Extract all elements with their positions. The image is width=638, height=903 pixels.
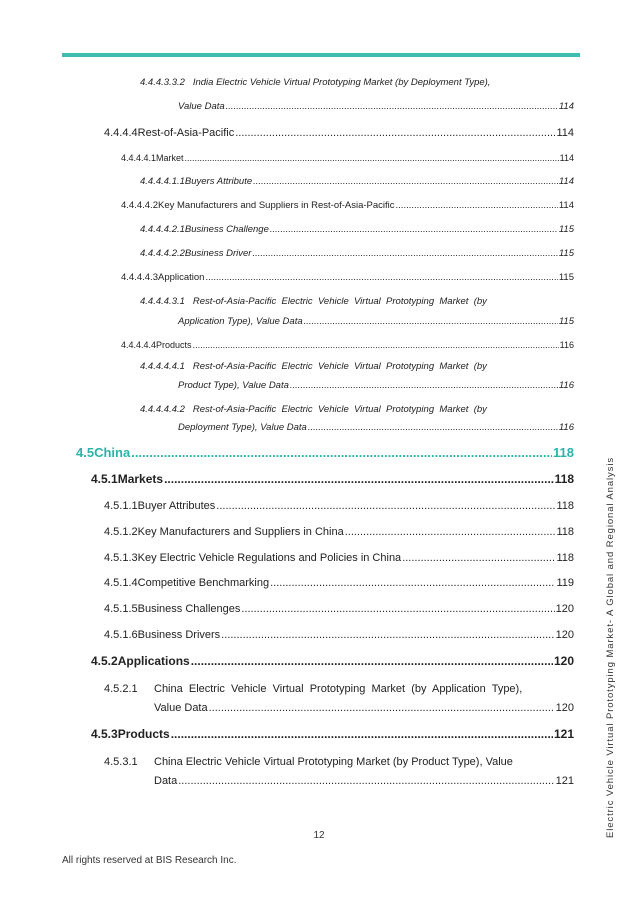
toc-entry-number: 4.4.4.4: [104, 127, 138, 139]
toc-entry-title: Deployment Type), Value Data: [178, 422, 307, 433]
toc-page-number: 114: [559, 153, 574, 163]
toc-page-number: 118: [554, 472, 574, 486]
toc-entry-subsection[interactable]: [91, 727, 574, 742]
page-number: 12: [313, 830, 325, 841]
leader-dots: [304, 315, 558, 329]
toc-entry-title: Product Type), Value Data: [178, 380, 289, 391]
toc-entry-number: 4.5.1.1: [104, 500, 138, 512]
toc-entry[interactable]: [178, 421, 574, 435]
toc-page-number: 114: [558, 176, 574, 187]
toc-entry-title: Buyers Attribute: [184, 176, 253, 187]
toc-page-number: 120: [555, 603, 574, 615]
toc-entry-number: 4.4.4.4.2: [121, 200, 158, 211]
toc-entry[interactable]: [178, 379, 574, 393]
toc-entry-title: Market: [156, 153, 184, 163]
toc-entry-title: Markets: [117, 472, 164, 486]
leader-dots: [221, 628, 554, 642]
toc-entry-number: 4.4.4.4.3: [121, 272, 158, 283]
toc-entry-number: 4.5.1.4: [104, 577, 138, 589]
toc-entry[interactable]: [121, 151, 574, 165]
toc-entry-number: 4.4.4.4.1: [121, 153, 157, 163]
toc-page-number: 116: [558, 422, 574, 433]
leader-dots: [178, 774, 554, 788]
toc-page-number: 121: [553, 727, 574, 741]
toc-page-number: 118: [556, 526, 574, 538]
toc-entry-title: Competitive Benchmarking: [137, 577, 270, 589]
toc-page-number: 115: [558, 224, 574, 235]
toc-entry-subsection[interactable]: [91, 472, 574, 487]
toc-entry-title: [104, 755, 513, 769]
toc-entry-title: Products: [156, 340, 192, 350]
toc-entry-number: 4.5.3.1: [104, 756, 138, 768]
toc-entry-title: [140, 403, 487, 417]
toc-entry-title-text: Rest-of-Asia-Pacific Electric Vehicle Virtual Prototyping Market (by: [192, 361, 487, 372]
toc-entry[interactable]: [140, 223, 574, 237]
toc-page-number: 118: [553, 445, 574, 460]
toc-entry[interactable]: [140, 247, 574, 261]
toc-entry-number: 4.5.2.1: [104, 683, 138, 695]
toc-entry-title: Data: [154, 775, 178, 787]
toc-entry-section[interactable]: [76, 445, 574, 461]
toc-entry-number: 4.5.1.2: [104, 526, 138, 538]
toc-entry[interactable]: [121, 199, 574, 213]
copyright-notice: All rights reserved at BIS Research Inc.: [62, 855, 237, 866]
leader-dots: [164, 472, 554, 487]
leader-dots: [270, 576, 555, 590]
leader-dots: [131, 445, 552, 461]
toc-entry-title: Value Data: [154, 702, 208, 714]
toc-entry-title-text: Rest-of-Asia-Pacific Electric Vehicle Virtual Prototyping Market (by: [192, 296, 487, 307]
leader-dots: [252, 247, 557, 261]
toc-page-number: 121: [555, 775, 574, 787]
leader-dots: [308, 421, 558, 435]
toc-page-number: 115: [558, 272, 574, 283]
toc-entry-number: 4.5.1: [91, 472, 118, 486]
leader-dots: [209, 701, 555, 715]
toc-entry-number: 4.5: [76, 445, 95, 460]
toc-entry-number: 4.5.3: [91, 727, 118, 741]
toc-entry[interactable]: [104, 628, 574, 642]
toc-entry-title: Key Manufacturers and Suppliers in China: [137, 526, 344, 538]
toc-entry-title: Business Challenges: [137, 603, 241, 615]
leader-dots: [171, 727, 553, 742]
toc-page-number: 118: [556, 500, 574, 512]
leader-dots: [226, 100, 558, 114]
leader-dots: [241, 602, 554, 616]
leader-dots: [345, 525, 556, 539]
toc-entry-title: Business Driver: [184, 248, 252, 259]
toc-entry-title: Buyer Attributes: [137, 500, 216, 512]
toc-entry[interactable]: [104, 525, 574, 539]
toc-page-number: 115: [558, 316, 574, 327]
toc-entry-number: 4.4.4.4.4: [121, 340, 157, 350]
toc-entry-number: 4.4.4.3.3.2: [140, 77, 185, 88]
toc-entry-title: Rest-of-Asia-Pacific: [137, 127, 235, 139]
toc-entry-number: 4.4.4.4.4.1: [140, 361, 185, 372]
toc-entry-number: 4.5.1.5: [104, 603, 138, 615]
toc-entry[interactable]: [178, 315, 574, 329]
toc-entry-number: 4.4.4.4.2.1: [140, 224, 185, 235]
toc-entry-number: 4.5.1.3: [104, 552, 138, 564]
toc-entry[interactable]: [104, 551, 574, 565]
toc-page-number: 114: [558, 200, 574, 211]
toc-page-number: 114: [556, 127, 574, 139]
toc-entry-subsection[interactable]: [91, 654, 574, 669]
toc-page-number: 116: [559, 340, 574, 350]
leader-dots: [270, 223, 558, 237]
toc-page-number: 120: [555, 629, 574, 641]
toc-entry-title: Key Manufacturers and Suppliers in Rest-of-Asia-Pacific: [157, 200, 395, 211]
toc-entry-title-text: Rest-of-Asia-Pacific Electric Vehicle Virtual Prototyping Market (by: [192, 404, 487, 415]
leader-dots: [185, 151, 559, 165]
toc-page-number: 120: [555, 702, 574, 714]
toc-page-number: 118: [556, 552, 574, 564]
leader-dots: [216, 499, 555, 513]
toc-page-number: 116: [558, 380, 574, 391]
leader-dots: [191, 654, 553, 669]
toc-entry-title: [140, 360, 487, 374]
toc-entry-number: 4.5.2: [91, 654, 118, 668]
leader-dots: [235, 126, 555, 140]
toc-entry-title: [140, 76, 490, 90]
toc-entry-title-text: China Electric Vehicle Virtual Prototyping Market (by Product Type), Value: [154, 756, 513, 768]
toc-entry[interactable]: [104, 602, 574, 616]
toc-page-number: 119: [556, 577, 574, 589]
toc-entry-title: China: [94, 445, 131, 460]
toc-entry-title-text: China Electric Vehicle Virtual Prototyping Market (by Application Type),: [154, 683, 523, 695]
leader-dots: [193, 338, 559, 352]
leader-dots: [205, 271, 557, 285]
toc-entry-title-text: India Electric Vehicle Virtual Prototyping Market (by Deployment Type),: [192, 77, 491, 88]
toc-entry-number: 4.4.4.4.2.2: [140, 248, 185, 259]
leader-dots: [290, 379, 558, 393]
toc-entry[interactable]: [121, 338, 574, 352]
toc-entry[interactable]: [104, 499, 574, 513]
toc-entry[interactable]: [121, 271, 574, 285]
toc-entry-number: 4.4.4.4.1.1: [140, 176, 185, 187]
toc-page-number: 120: [553, 654, 574, 668]
leader-dots: [396, 199, 558, 213]
toc-entry-title: Business Challenge: [184, 224, 269, 235]
toc-entry-title: Value Data: [178, 101, 225, 112]
toc-entry-title: [104, 682, 522, 696]
toc-entry-title: Applications: [117, 654, 190, 668]
leader-dots: [253, 175, 558, 189]
toc-entry-title: Application: [157, 272, 205, 283]
leader-dots: [402, 551, 555, 565]
toc-entry-number: 4.5.1.6: [104, 629, 138, 641]
toc-entry-title: Products: [117, 727, 170, 741]
toc-entry[interactable]: [178, 100, 574, 114]
toc-entry-title: Application Type), Value Data: [178, 316, 303, 327]
toc-entry[interactable]: [140, 175, 574, 189]
toc-entry[interactable]: [154, 774, 574, 788]
toc-entry[interactable]: [104, 126, 574, 140]
toc-page-number: 115: [558, 248, 574, 259]
toc-entry-title: [140, 295, 487, 309]
toc-entry[interactable]: [154, 701, 574, 715]
toc-entry[interactable]: [104, 576, 574, 590]
toc-entry-number: 4.4.4.4.4.2: [140, 404, 185, 415]
toc-page-number: 114: [558, 101, 574, 112]
toc-entry-title: Key Electric Vehicle Regulations and Policies in China: [137, 552, 402, 564]
toc-entry-number: 4.4.4.4.3.1: [140, 296, 185, 307]
toc-entry-title: Business Drivers: [137, 629, 221, 641]
side-report-title: Electric Vehicle Virtual Prototyping Market- A Global and Regional Analysis: [605, 457, 616, 838]
